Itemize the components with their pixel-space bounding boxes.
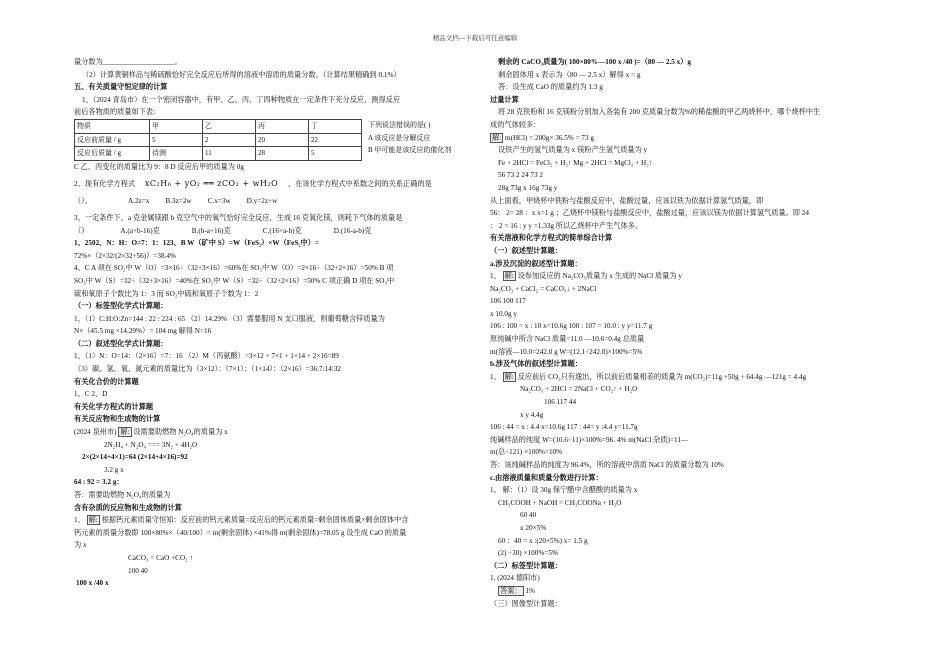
text-line: 64 : 92 = 3.2 g： <box>74 478 124 487</box>
table-cell: 乙 <box>203 119 256 133</box>
text-line: N×（45.5 mg ×14.29%）= 104 mg 解得 N=16 <box>74 327 212 336</box>
text-fragment: 1、 <box>74 516 85 525</box>
equation-line: x 10.0g y <box>490 309 517 318</box>
option: A.2z=x <box>127 197 150 206</box>
text-line: (2) ÷30) ×100%=5% <box>498 549 558 558</box>
text-line: 原纯碱中所含 NaCl 质量=11.0 —10.6=0.4g 总质量 <box>490 335 645 344</box>
equation-line: 2×(2×14+4×1)=64 (2×14+4×16)=92 <box>82 453 188 462</box>
text-fragment: 根据钙元素质量守恒知：反应前的钙元素质量=反应后的钙元素质量=剩余固体质量×剩余固体中含 <box>101 516 409 525</box>
section-heading: （二）标签型计算题： <box>490 561 562 570</box>
table-cell: 11 <box>203 147 256 161</box>
option: B.(b-a+16)克 <box>191 226 231 235</box>
equation-line: 106 100 117 <box>490 297 526 306</box>
text-line: 设铁产生的氢气质量为 x 镁粉产生氢气质量为 y <box>498 146 648 155</box>
text-line: 答：该纯碱样品的纯度为 96.4%，所的溶液中溶质 NaCl 的质量分数为 10% <box>490 461 724 469</box>
table-cell: 待测 <box>150 147 203 161</box>
text-line: SO₃中 W（S）=32÷（32+3×16）=40%在 SO₂中 W（S）=32÷（32+2×16）=50% C 项正确 D 项在 SO₃中 <box>74 276 395 285</box>
text-fragment: 设参加反应的 Na₂CO₃质量为 x 生成的 NaCl 质量为 y <box>517 272 682 281</box>
option: B.3z=2w <box>165 197 192 206</box>
text-line: 纯碱样品的纯度 W=(10.6÷11)×100%=96. 4% m(NaCl 杂质)=11— <box>490 435 689 444</box>
text-line: 4、C A 项在 SO₂中 W（O）=3×16÷（32+3×16）=60%在 SO₃中 W（O）=2×16÷（32+2×16）=50% B 项 <box>74 264 394 273</box>
question-options <box>368 119 451 161</box>
text-line: 剩余的 CaCO₃质量为( 100×80%—100 x /40 )=（80 — 2.5 x）g <box>498 58 692 66</box>
options-row <box>74 225 464 238</box>
left-column <box>74 56 464 590</box>
text-line: 成的气体较多： <box>490 120 541 129</box>
text-line: 答：设生成 CaO 的质量约为 1.3 g <box>498 83 603 92</box>
page-header: 精品文档---下载后可任意编辑 <box>432 35 518 42</box>
text-fragment: 1、 <box>490 272 501 281</box>
text-line: 3、一定条件下，a 克金属镁跟 b 克空气中的氧气恰好完全反应，生成 16 克氧化镁，则耗下气体的质量是 <box>74 213 403 222</box>
section-heading: 五、有关质量守恒定律的计算 <box>74 83 168 92</box>
options-row <box>74 195 464 208</box>
text-line: 106 : 100 = x : 10 x=10.6g 100 : 107 = 10.0 : y y=11.7 g <box>490 322 653 331</box>
text-line: 为 x <box>74 541 87 550</box>
mass-table-block <box>74 119 464 161</box>
solution-label: 解: <box>492 133 502 142</box>
text-line: 56： 2= 28 ：x x=1 g ；乙烧杯中镁粉与盐酸反应中，盐酸过量，应该以镁为依据计算氢气质量。即 24 <box>490 209 809 218</box>
section-heading: 含有杂质的反应物和生成物的计算 <box>74 503 182 512</box>
table-cell: 2 <box>203 133 256 147</box>
section-heading: （二）叙述型化学式计算题： <box>74 339 168 348</box>
section-heading: 有关化合价的计算题 <box>74 377 139 386</box>
equation-line: 60 40 <box>520 511 537 520</box>
text-line: 量分数为____________________。 <box>74 58 182 66</box>
text-line: 答：需要助燃物 N₂O₄的质量为 <box>74 491 171 499</box>
table-cell: 反应前质量 / g <box>75 133 150 147</box>
equation-line: 2N₂H₄ + N₂O₄ === 3N₂ + 4H₂O <box>104 440 198 449</box>
table-cell: 20 <box>256 133 309 147</box>
equation-line: x 20×5% <box>520 523 547 532</box>
answer-label: 答案： <box>500 586 522 595</box>
text-line <box>74 514 464 527</box>
equation-line: CH₃COOH + NaOH = CH₃COONa + H₂O <box>498 498 622 507</box>
chemical-equation: xC₂H₆ + yO₂ ══ zCO₂ + wH₂O <box>144 179 279 189</box>
option-b: B 甲可能是该反应的催化剂 <box>368 146 452 155</box>
text-line: C 乙、丙变化的质量比为 9：8 D 反应后甲的质量为 0g <box>74 162 244 171</box>
section-heading: （三）图像型计算题： <box>490 599 562 608</box>
text-line: 前后各物质的质量如下表： <box>74 108 161 117</box>
section-heading: （一）叙述型计算题： <box>490 246 562 255</box>
table-cell: 22 <box>309 133 362 147</box>
equation-line: Na₂CO₃ + CaCl₂ = CaCO₃↓ + 2NaCl <box>490 284 597 293</box>
section-heading: 有关反应物和生成物的计算 <box>74 415 161 424</box>
equation-line <box>74 173 464 195</box>
equation-line: 3.2 g x <box>104 465 124 474</box>
text-line: 106 : 44 = x : 4.4 x=10.6g 117 : 44= y :4.4 y=11.7g <box>490 423 638 432</box>
text-line: 钙元素的质量分数即 100×80%×（40/100）= m(剩余固体) ×41%得 m(剩余固体)=78.05 g 设生成 CaO 的质量 <box>74 528 407 537</box>
text-fragment: ，在该化学方程式中系数之间的关系正确的是 <box>288 180 432 189</box>
solution-label: 解: <box>504 372 514 381</box>
section-heading: 过量计算 <box>490 95 519 104</box>
text-line: （2）计算黄铜样品与稀硫酸恰好完全反应后所得的溶液中溶质的质量分数。（计算结果精确到 0.1%） <box>82 70 401 79</box>
section-heading: 有关化学方程式的计算题 <box>74 402 154 411</box>
text-fragment: 1、 <box>490 372 501 381</box>
option: D.y=2z+w <box>246 197 278 206</box>
section-heading: 有关溶液和化学方程式的简单综合计算 <box>490 234 613 243</box>
section-heading: a.涉及沉淀的叙述型计算题： <box>490 259 582 268</box>
table-header-row <box>75 119 362 133</box>
text-line: ： 2 = 16 : y y =1.33g 所以乙烧杯中产生气体多。 <box>490 221 643 230</box>
text-line: 1、 解：（1）设 30g 保宁醋中含醋酸的质量为 x <box>490 486 638 495</box>
equation-line: 100 x /40 x <box>76 579 109 588</box>
text-line: 硫和氧原子个数比为 1：3 而 SO₂中硫和氧原子个数为 1：2 <box>74 289 259 298</box>
text-line: 1、（2024 青岛市）在一个密闭容器中，有甲、乙、丙、丁四种物质在一定条件下充分反应，测得反应 <box>82 95 401 104</box>
section-heading: （一）标签型化学式计算题： <box>74 302 168 311</box>
text-line: 1、（1）N：O=14：（2×16）=7：16 （2）M（丙氨酸）=3×12 + 7×1 + 1×14 + 2×16=89 <box>74 352 339 361</box>
table-cell: 物质 <box>75 119 150 133</box>
equation-line: Fe + 2HCl = FeCl₂ + H₂↑ Mg + 2HCl = MgCl₂ + H₂↑ <box>498 158 653 167</box>
mass-table <box>74 119 362 161</box>
text-line: m(总÷121) ×100%=10% <box>490 448 563 457</box>
section-heading: c.由溶液质量和质量分数进行计算： <box>490 473 603 482</box>
text-line: （3）碳、氢、氧、氮元素的质量比为（3×12）：（7×1）：（1×14）：（2×16）=36:7:14:32 <box>74 365 342 374</box>
table-cell: 5 <box>150 133 203 147</box>
table-row <box>75 147 362 161</box>
option-a: A 该反应是分解反应 <box>368 133 431 142</box>
equation-line: x y 4.4g <box>520 410 544 419</box>
table-cell: 甲 <box>150 119 203 133</box>
text-line: 从上面看，甲烧杯中铁粉与盐酸反应中，盐酸过量，应该以铁为依据计算氢气质量，即 <box>490 196 764 205</box>
equation-line: CaCO₃ = CaO +CO₂ ↑ <box>128 553 194 562</box>
text-line <box>490 371 880 384</box>
right-column <box>490 56 880 610</box>
text-fragment: 反应前后 CO₂只有逸出，所以前后质量相差的质量为 m(CO₂)=11g +50g + 64.4g —121g = 4.4g <box>517 372 807 381</box>
equation-line: 56 73 2 24 73 2 <box>498 171 543 180</box>
text-fragment: 设需要助燃物 N₂O₄的质量为 x <box>133 428 228 437</box>
table-cell: 5 <box>309 147 362 161</box>
table-cell: 丁 <box>309 119 362 133</box>
question-prompt: 下列说法错误的是( ) <box>368 120 431 129</box>
option: （） <box>74 226 89 235</box>
text-line <box>490 585 880 598</box>
text-line: 剩余固体用 x 表示为（80 — 2.5 x）解得 x = g <box>498 70 641 79</box>
equation-line: 106 117 44 <box>544 398 577 407</box>
option: D.(16-a-b)克 <box>333 226 372 235</box>
table-cell: 丙 <box>256 119 309 133</box>
solution-label: 解: <box>504 272 514 281</box>
text-line: 72%×（2×32/(2×32+56)）=38.4% <box>74 251 176 260</box>
equation-line: 28g 73g x 16g 73g y <box>498 183 558 192</box>
table-cell: 28 <box>256 147 309 161</box>
text-fragment: (2024 泉州市) <box>74 428 117 437</box>
equation-line: 100 40 <box>128 566 148 575</box>
text-line <box>490 132 880 145</box>
solution-label: 解: <box>88 516 98 525</box>
option: C.x=3w <box>207 197 231 206</box>
text-fragment: 2、现有化学方程式 <box>74 180 136 189</box>
text-line <box>74 426 464 439</box>
table-row <box>75 133 362 147</box>
text-line: 60 ：40 = x :(20×5%) x= 1.5 g <box>498 536 588 545</box>
section-heading: b.涉及气体的叙述型计算题： <box>490 360 583 369</box>
option: （）。 <box>74 197 92 206</box>
text-line: 1、C 2、D <box>74 390 108 399</box>
text-fragment: 1% <box>525 586 535 595</box>
answer-line: 1、2502、N：H：O=7：1：123、B W（矿中 S）=W（FeS₂）×W（FeS₂中）= <box>74 239 319 248</box>
text-line: m(溶液—10.0=242.0 g W=(12.1÷242.0)×100%=5% <box>490 347 643 356</box>
solution-label: 解: <box>120 428 130 437</box>
text-line: 1. (2024 德阳市) <box>490 574 540 583</box>
option: C.(16+a-b)克 <box>262 226 302 235</box>
text-line: 将 28 克铁粉和 16 克镁粉分别加入各装有 200 克质量分数为%的稀盐酸的甲乙两烧杯中，哪个烧杯中生 <box>498 108 821 117</box>
equation-line: Na₂CO₃ + 2HCl = 2NaCl + CO₂↑ + H₂O <box>520 385 638 394</box>
text-line <box>490 270 880 283</box>
text-fragment: m(HCl) = 200g× 36.5% = 73 g <box>504 133 595 142</box>
text-line: 1、（1）C:H:O:Zn=144 : 22 : 224 : 65 （2）14.29% （3）需要服用 N 支口服液，则葡萄糖含锌质量为 <box>74 314 385 323</box>
table-cell: 反应后质量 / g <box>75 147 150 161</box>
option: A.(a+b-16)克 <box>120 226 160 235</box>
